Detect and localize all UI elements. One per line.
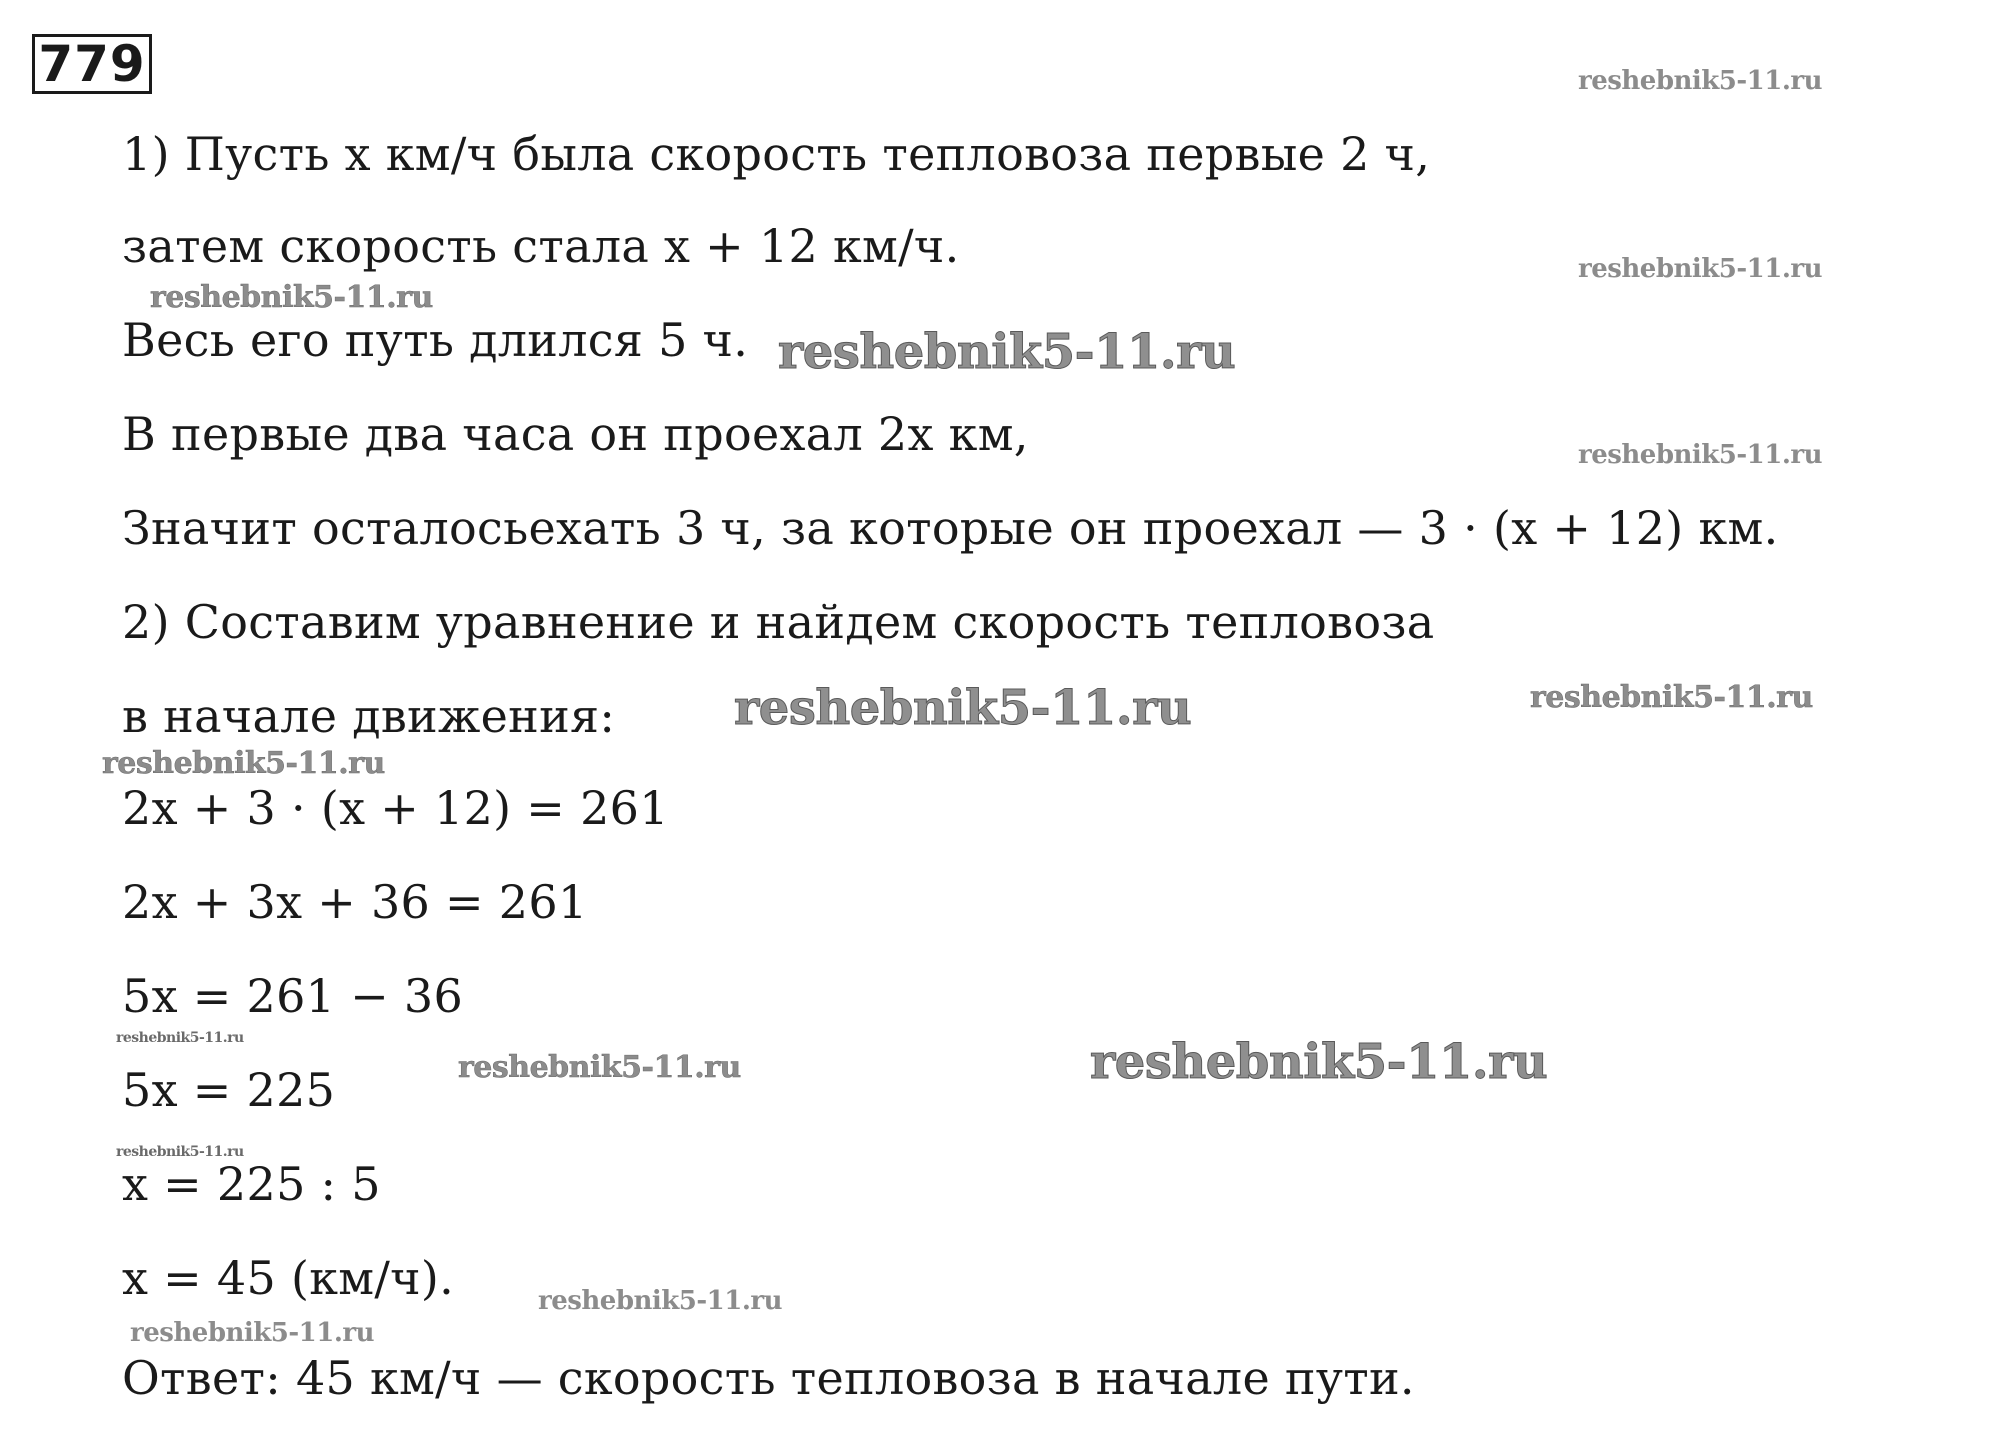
watermark: reshebnik5-11.ru <box>1090 1034 1548 1090</box>
answer-line: Ответ: 45 км/ч — скорость тепловоза в начале пути. <box>122 1351 1415 1405</box>
equation-line-4: 5x = 225 <box>122 1063 336 1117</box>
problem-number-box: 779 <box>32 34 152 94</box>
solution-line-1: 1) Пусть x км/ч была скорость тепловоза первые 2 ч, <box>122 127 1431 181</box>
watermark: reshebnik5-11.ru <box>116 1030 244 1046</box>
watermark: reshebnik5-11.ru <box>116 1144 244 1160</box>
solution-line-2: затем скорость стала x + 12 км/ч. <box>122 219 960 273</box>
solution-line-7: в начале движения: <box>122 689 616 743</box>
equation-line-2: 2x + 3x + 36 = 261 <box>122 875 588 929</box>
solution-line-6: 2) Составим уравнение и найдем скорость тепловоза <box>122 595 1435 649</box>
watermark: reshebnik5-11.ru <box>1578 254 1823 284</box>
solution-line-4: В первые два часа он проехал 2x км, <box>122 407 1029 461</box>
watermark: reshebnik5-11.ru <box>130 1318 375 1348</box>
equation-line-5: x = 225 : 5 <box>122 1157 381 1211</box>
watermark: reshebnik5-11.ru <box>102 746 385 781</box>
watermark: reshebnik5-11.ru <box>1578 66 1823 96</box>
solution-line-5: Значит осталосьехать 3 ч, за которые он проехал — 3 · (x + 12) км. <box>122 501 1779 555</box>
watermark: reshebnik5-11.ru <box>778 324 1236 380</box>
watermark: reshebnik5-11.ru <box>150 280 433 315</box>
equation-line-6: x = 45 (км/ч). <box>122 1251 455 1305</box>
watermark: reshebnik5-11.ru <box>1578 440 1823 470</box>
equation-line-1: 2x + 3 · (x + 12) = 261 <box>122 781 669 835</box>
solution-line-3: Весь его путь длился 5 ч. <box>122 313 749 367</box>
watermark: reshebnik5-11.ru <box>1530 680 1813 715</box>
equation-line-3: 5x = 261 − 36 <box>122 969 464 1023</box>
watermark: reshebnik5-11.ru <box>458 1050 741 1085</box>
watermark: reshebnik5-11.ru <box>538 1286 783 1316</box>
watermark: reshebnik5-11.ru <box>734 680 1192 736</box>
